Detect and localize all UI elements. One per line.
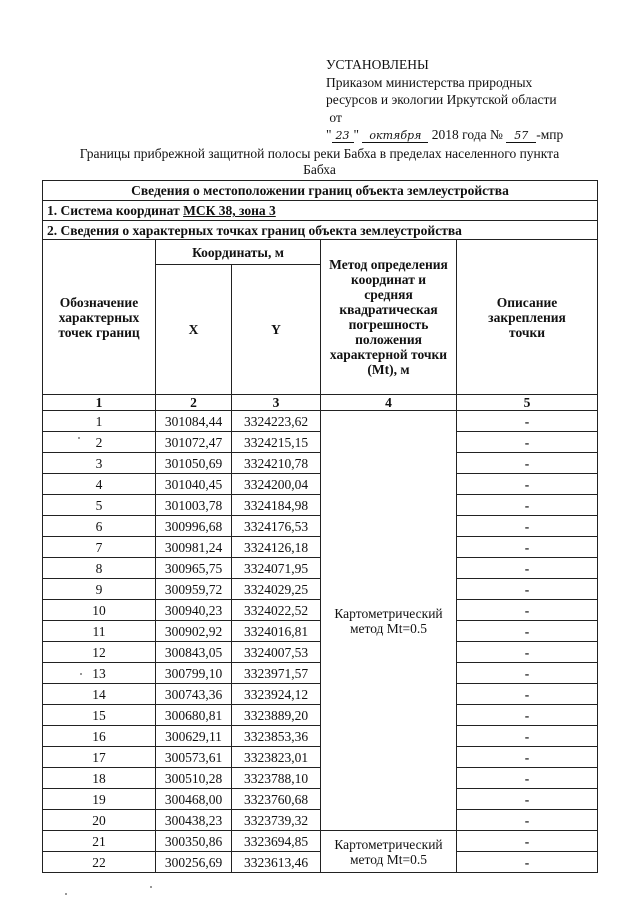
coord-y: 3323760,68	[232, 789, 321, 810]
table-row	[43, 642, 598, 663]
fixing-description: -	[457, 747, 598, 768]
point-number: 15	[43, 705, 156, 726]
coord-y: 3324223,62	[232, 411, 321, 432]
fixing-description: -	[457, 453, 598, 474]
coord-y: 3323823,01	[232, 747, 321, 768]
fixing-description: -	[457, 726, 598, 747]
coord-y: 3323853,36	[232, 726, 321, 747]
point-number: 1	[43, 411, 156, 432]
table-row	[43, 705, 598, 726]
coord-system-row	[43, 201, 598, 221]
coord-y: 3324215,15	[232, 432, 321, 453]
coord-x: 300573,61	[156, 747, 232, 768]
coord-y: 3324200,04	[232, 474, 321, 495]
approval-line-2: ресурсов и экологии Иркутской области	[326, 92, 557, 107]
approval-heading: УСТАНОВЛЕНЫ	[326, 57, 429, 72]
point-number: 3	[43, 453, 156, 474]
date-month: октября	[362, 130, 428, 143]
col-coords-header: Координаты, м	[156, 240, 321, 265]
coord-x: 300959,72	[156, 579, 232, 600]
coord-system-name: МСК 38, зона 3	[183, 203, 276, 218]
fixing-description: -	[457, 852, 598, 873]
table-row	[43, 495, 598, 516]
point-number: 7	[43, 537, 156, 558]
coord-x: 300996,68	[156, 516, 232, 537]
fixing-description: -	[457, 768, 598, 789]
point-number: 12	[43, 642, 156, 663]
coord-x: 300965,75	[156, 558, 232, 579]
coord-x: 300680,81	[156, 705, 232, 726]
fixing-description: -	[457, 621, 598, 642]
table-row	[43, 726, 598, 747]
approval-from	[326, 109, 563, 127]
table-row	[43, 600, 598, 621]
point-number: 19	[43, 789, 156, 810]
method-cell: Картометрический метод Mt=0.5	[321, 831, 457, 873]
point-number: 17	[43, 747, 156, 768]
fixing-description: -	[457, 516, 598, 537]
coord-y: 3324184,98	[232, 495, 321, 516]
coord-x: 301050,69	[156, 453, 232, 474]
coord-y: 3324071,95	[232, 558, 321, 579]
fixing-description: -	[457, 810, 598, 831]
fixing-description: -	[457, 579, 598, 600]
coord-x: 301084,44	[156, 411, 232, 432]
coord-y: 3323971,57	[232, 663, 321, 684]
boundary-points-table	[42, 180, 598, 873]
table-row	[43, 537, 598, 558]
coord-y: 3323889,20	[232, 705, 321, 726]
coord-x: 300981,24	[156, 537, 232, 558]
coord-y: 3324029,25	[232, 579, 321, 600]
coord-y: 3323788,10	[232, 768, 321, 789]
points-header: 2. Сведения о характерных точках границ объекта землеустройства	[43, 221, 598, 240]
fixing-description: -	[457, 789, 598, 810]
date-open-quote: "	[326, 127, 332, 142]
col-x-header: X	[156, 265, 232, 395]
order-number: 57	[506, 130, 536, 143]
point-number: 16	[43, 726, 156, 747]
coord-x: 300350,86	[156, 831, 232, 852]
coord-y: 3324022,52	[232, 600, 321, 621]
point-number: 10	[43, 600, 156, 621]
point-number: 22	[43, 852, 156, 873]
column-number: 3	[232, 395, 321, 411]
table-row	[43, 747, 598, 768]
coord-y: 3323739,32	[232, 810, 321, 831]
column-number: 1	[43, 395, 156, 411]
coord-x: 300743,36	[156, 684, 232, 705]
approval-block	[326, 56, 563, 144]
coord-x: 301040,45	[156, 474, 232, 495]
point-number: 6	[43, 516, 156, 537]
table-row	[43, 558, 598, 579]
scan-speck	[78, 437, 80, 439]
coord-y: 3324176,53	[232, 516, 321, 537]
point-number: 11	[43, 621, 156, 642]
date-day: 23	[332, 130, 354, 143]
approval-from-label: от	[329, 109, 342, 125]
table-row	[43, 411, 598, 432]
fixing-description: -	[457, 600, 598, 621]
method-cell: Картометрический метод Mt=0.5	[321, 411, 457, 831]
scan-speck	[80, 673, 82, 675]
scan-speck	[65, 893, 67, 895]
table-row	[43, 474, 598, 495]
point-number: 20	[43, 810, 156, 831]
coord-x: 300799,10	[156, 663, 232, 684]
fixing-description: -	[457, 684, 598, 705]
table-row	[43, 432, 598, 453]
table-row	[43, 684, 598, 705]
table-row	[43, 768, 598, 789]
document-title-line-2: Бабха	[303, 162, 336, 177]
coord-y: 3324126,18	[232, 537, 321, 558]
table-row	[43, 810, 598, 831]
scan-speck	[150, 886, 152, 888]
approval-line-1: Приказом министерства природных	[326, 74, 533, 90]
point-number: 21	[43, 831, 156, 852]
point-number: 9	[43, 579, 156, 600]
point-number: 5	[43, 495, 156, 516]
date-close-quote: "	[353, 127, 360, 142]
coord-y: 3323613,46	[232, 852, 321, 873]
fixing-description: -	[457, 432, 598, 453]
coord-x: 301072,47	[156, 432, 232, 453]
col-y-header: Y	[232, 265, 321, 395]
point-number: 4	[43, 474, 156, 495]
table-row	[43, 453, 598, 474]
coord-y: 3323694,85	[232, 831, 321, 852]
point-number: 8	[43, 558, 156, 579]
coord-y: 3324007,53	[232, 642, 321, 663]
column-number-row	[43, 395, 598, 411]
table-row	[43, 663, 598, 684]
fixing-description: -	[457, 705, 598, 726]
fixing-description: -	[457, 495, 598, 516]
date-year-text: 2018 года №	[431, 127, 503, 142]
coord-system-prefix: 1. Система координат	[47, 203, 184, 218]
coord-x: 300256,69	[156, 852, 232, 873]
coord-x: 300510,28	[156, 768, 232, 789]
coord-x: 300940,23	[156, 600, 232, 621]
col-point-header: Обозначение характерных точек границ	[43, 240, 156, 395]
column-number: 4	[321, 395, 457, 411]
column-number: 5	[457, 395, 598, 411]
table-row	[43, 516, 598, 537]
coord-x: 300438,23	[156, 810, 232, 831]
table-row	[43, 852, 598, 873]
point-number: 18	[43, 768, 156, 789]
col-method-header: Метод определения координат и средняя квадратическая погрешность положения характерной точки (Mt), м	[321, 240, 457, 395]
fixing-description: -	[457, 474, 598, 495]
coord-x: 301003,78	[156, 495, 232, 516]
coord-x: 300843,05	[156, 642, 232, 663]
column-number: 2	[156, 395, 232, 411]
fixing-description: -	[457, 831, 598, 852]
point-number: 14	[43, 684, 156, 705]
coord-x: 300902,92	[156, 621, 232, 642]
point-number: 2	[43, 432, 156, 453]
table-row	[43, 621, 598, 642]
section-header: Сведения о местоположении границ объекта землеустройства	[43, 181, 598, 201]
col-desc-header: Описание закрепления точки	[457, 240, 598, 395]
coord-y: 3324016,81	[232, 621, 321, 642]
fixing-description: -	[457, 558, 598, 579]
coord-x: 300629,11	[156, 726, 232, 747]
coord-x: 300468,00	[156, 789, 232, 810]
fixing-description: -	[457, 663, 598, 684]
table-row	[43, 579, 598, 600]
table-row	[43, 789, 598, 810]
coord-y: 3323924,12	[232, 684, 321, 705]
approval-date-line	[326, 126, 563, 144]
coord-y: 3324210,78	[232, 453, 321, 474]
fixing-description: -	[457, 642, 598, 663]
document-title-line-1: Границы прибрежной защитной полосы реки Бабха в пределах населенного пункта	[79, 146, 560, 161]
order-suffix: -мпр	[536, 127, 564, 142]
fixing-description: -	[457, 537, 598, 558]
fixing-description: -	[457, 411, 598, 432]
table-row	[43, 831, 598, 852]
point-number: 13	[43, 663, 156, 684]
